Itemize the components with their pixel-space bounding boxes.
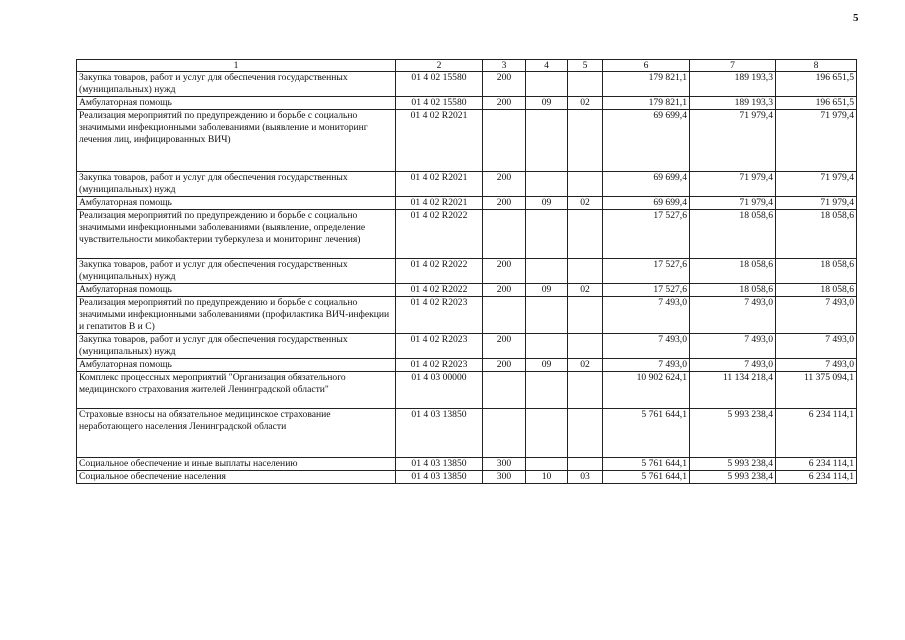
amount-year1-cell: 69 699,4 xyxy=(603,172,690,197)
table-row xyxy=(77,359,857,372)
page-number: 5 xyxy=(853,12,859,24)
expense-name-cell: Социальное обеспечение населения xyxy=(77,471,396,484)
amount-year1-cell: 7 493,0 xyxy=(603,359,690,372)
table-body xyxy=(77,60,857,484)
amount-year3-cell: 18 058,6 xyxy=(776,284,857,297)
amount-year2-cell: 71 979,4 xyxy=(690,172,776,197)
column-number-row xyxy=(77,60,857,72)
amount-year2-cell: 18 058,6 xyxy=(690,210,776,259)
column-header: 6 xyxy=(603,60,690,72)
amount-year2-cell: 18 058,6 xyxy=(690,259,776,284)
target-article-code-cell: 01 4 02 R2023 xyxy=(396,359,483,372)
amount-year1-cell: 7 493,0 xyxy=(603,334,690,359)
expense-name-cell: Закупка товаров, работ и услуг для обеспечения государственных (муниципальных) нужд xyxy=(77,259,396,284)
expense-name-cell: Комплекс процессных мероприятий "Организация обязательного медицинского страхования жителей Ленинградской области" xyxy=(77,372,396,409)
subsection-cell: 02 xyxy=(568,197,603,210)
table-row xyxy=(77,409,857,458)
amount-year3-cell: 6 234 114,1 xyxy=(776,409,857,458)
amount-year1-cell: 179 821,1 xyxy=(603,72,690,97)
subsection-cell xyxy=(568,334,603,359)
expense-name-cell: Закупка товаров, работ и услуг для обеспечения государственных (муниципальных) нужд xyxy=(77,172,396,197)
section-cell: 10 xyxy=(526,471,568,484)
expense-type-cell xyxy=(483,409,526,458)
section-cell: 09 xyxy=(526,97,568,110)
section-cell xyxy=(526,172,568,197)
amount-year3-cell: 11 375 094,1 xyxy=(776,372,857,409)
amount-year3-cell: 6 234 114,1 xyxy=(776,458,857,471)
amount-year3-cell: 71 979,4 xyxy=(776,172,857,197)
expense-type-cell: 200 xyxy=(483,197,526,210)
subsection-cell: 02 xyxy=(568,284,603,297)
expense-name-cell: Реализация мероприятий по предупреждению и борьбе с социально значимыми инфекционными заболеваниями (выявление, определение чувствительности микобактерии туберкулеза и мониторинг лечения) xyxy=(77,210,396,259)
amount-year2-cell: 71 979,4 xyxy=(690,197,776,210)
table-row xyxy=(77,210,857,259)
amount-year3-cell: 196 651,5 xyxy=(776,97,857,110)
expense-name-cell: Закупка товаров, работ и услуг для обеспечения государственных (муниципальных) нужд xyxy=(77,72,396,97)
subsection-cell xyxy=(568,297,603,334)
amount-year2-cell: 71 979,4 xyxy=(690,110,776,172)
expense-type-cell xyxy=(483,110,526,172)
table-row xyxy=(77,97,857,110)
amount-year1-cell: 7 493,0 xyxy=(603,297,690,334)
subsection-cell xyxy=(568,259,603,284)
table-row xyxy=(77,259,857,284)
column-header: 8 xyxy=(776,60,857,72)
expense-type-cell: 200 xyxy=(483,334,526,359)
subsection-cell xyxy=(568,409,603,458)
subsection-cell xyxy=(568,172,603,197)
subsection-cell xyxy=(568,110,603,172)
section-cell xyxy=(526,409,568,458)
amount-year2-cell: 11 134 218,4 xyxy=(690,372,776,409)
section-cell xyxy=(526,72,568,97)
amount-year3-cell: 7 493,0 xyxy=(776,297,857,334)
column-header: 2 xyxy=(396,60,483,72)
target-article-code-cell: 01 4 02 R2021 xyxy=(396,197,483,210)
subsection-cell: 03 xyxy=(568,471,603,484)
target-article-code-cell: 01 4 02 R2022 xyxy=(396,259,483,284)
section-cell: 09 xyxy=(526,359,568,372)
table-row xyxy=(77,471,857,484)
expense-type-cell: 200 xyxy=(483,359,526,372)
table-row xyxy=(77,458,857,471)
amount-year3-cell: 196 651,5 xyxy=(776,72,857,97)
amount-year1-cell: 17 527,6 xyxy=(603,210,690,259)
subsection-cell xyxy=(568,458,603,471)
table-row xyxy=(77,172,857,197)
expense-name-cell: Амбулаторная помощь xyxy=(77,97,396,110)
target-article-code-cell: 01 4 02 R2021 xyxy=(396,110,483,172)
budget-table xyxy=(76,59,857,484)
amount-year2-cell: 7 493,0 xyxy=(690,334,776,359)
table-row xyxy=(77,72,857,97)
amount-year2-cell: 18 058,6 xyxy=(690,284,776,297)
amount-year3-cell: 71 979,4 xyxy=(776,110,857,172)
expense-type-cell: 200 xyxy=(483,259,526,284)
target-article-code-cell: 01 4 02 R2023 xyxy=(396,334,483,359)
target-article-code-cell: 01 4 03 13850 xyxy=(396,458,483,471)
column-header: 3 xyxy=(483,60,526,72)
target-article-code-cell: 01 4 03 13850 xyxy=(396,409,483,458)
amount-year1-cell: 10 902 624,1 xyxy=(603,372,690,409)
amount-year2-cell: 189 193,3 xyxy=(690,97,776,110)
section-cell xyxy=(526,259,568,284)
table-row xyxy=(77,334,857,359)
amount-year1-cell: 69 699,4 xyxy=(603,110,690,172)
section-cell: 09 xyxy=(526,284,568,297)
subsection-cell xyxy=(568,372,603,409)
amount-year2-cell: 7 493,0 xyxy=(690,297,776,334)
target-article-code-cell: 01 4 03 13850 xyxy=(396,471,483,484)
target-article-code-cell: 01 4 02 15580 xyxy=(396,97,483,110)
expense-type-cell: 200 xyxy=(483,284,526,297)
amount-year3-cell: 7 493,0 xyxy=(776,359,857,372)
target-article-code-cell: 01 4 03 00000 xyxy=(396,372,483,409)
section-cell xyxy=(526,458,568,471)
expense-name-cell: Амбулаторная помощь xyxy=(77,284,396,297)
target-article-code-cell: 01 4 02 R2021 xyxy=(396,172,483,197)
target-article-code-cell: 01 4 02 15580 xyxy=(396,72,483,97)
expense-name-cell: Страховые взносы на обязательное медицинское страхование неработающего населения Ленинградской области xyxy=(77,409,396,458)
section-cell xyxy=(526,372,568,409)
amount-year3-cell: 71 979,4 xyxy=(776,197,857,210)
expense-name-cell: Социальное обеспечение и иные выплаты населению xyxy=(77,458,396,471)
table-row xyxy=(77,372,857,409)
subsection-cell xyxy=(568,72,603,97)
expense-name-cell: Реализация мероприятий по предупреждению и борьбе с социально значимыми инфекционными заболеваниями (профилактика ВИЧ-инфекции и гепатитов В и С) xyxy=(77,297,396,334)
expense-name-cell: Амбулаторная помощь xyxy=(77,197,396,210)
expense-name-cell: Закупка товаров, работ и услуг для обеспечения государственных (муниципальных) нужд xyxy=(77,334,396,359)
amount-year3-cell: 18 058,6 xyxy=(776,210,857,259)
section-cell xyxy=(526,210,568,259)
expense-type-cell: 200 xyxy=(483,97,526,110)
amount-year2-cell: 7 493,0 xyxy=(690,359,776,372)
amount-year1-cell: 17 527,6 xyxy=(603,284,690,297)
expense-type-cell: 200 xyxy=(483,172,526,197)
subsection-cell xyxy=(568,210,603,259)
expense-type-cell: 300 xyxy=(483,458,526,471)
expense-type-cell: 200 xyxy=(483,72,526,97)
subsection-cell: 02 xyxy=(568,97,603,110)
column-header: 5 xyxy=(568,60,603,72)
amount-year2-cell: 189 193,3 xyxy=(690,72,776,97)
amount-year3-cell: 6 234 114,1 xyxy=(776,471,857,484)
column-header: 4 xyxy=(526,60,568,72)
amount-year3-cell: 7 493,0 xyxy=(776,334,857,359)
target-article-code-cell: 01 4 02 R2022 xyxy=(396,210,483,259)
target-article-code-cell: 01 4 02 R2023 xyxy=(396,297,483,334)
column-header: 7 xyxy=(690,60,776,72)
section-cell xyxy=(526,334,568,359)
expense-name-cell: Амбулаторная помощь xyxy=(77,359,396,372)
amount-year2-cell: 5 993 238,4 xyxy=(690,458,776,471)
section-cell xyxy=(526,110,568,172)
section-cell xyxy=(526,297,568,334)
amount-year1-cell: 5 761 644,1 xyxy=(603,409,690,458)
amount-year2-cell: 5 993 238,4 xyxy=(690,409,776,458)
amount-year1-cell: 69 699,4 xyxy=(603,197,690,210)
table-row xyxy=(77,297,857,334)
amount-year3-cell: 18 058,6 xyxy=(776,259,857,284)
expense-type-cell xyxy=(483,372,526,409)
expense-type-cell: 300 xyxy=(483,471,526,484)
column-header: 1 xyxy=(77,60,396,72)
subsection-cell: 02 xyxy=(568,359,603,372)
amount-year1-cell: 17 527,6 xyxy=(603,259,690,284)
table-row xyxy=(77,197,857,210)
amount-year1-cell: 5 761 644,1 xyxy=(603,458,690,471)
expense-type-cell xyxy=(483,210,526,259)
target-article-code-cell: 01 4 02 R2022 xyxy=(396,284,483,297)
amount-year1-cell: 179 821,1 xyxy=(603,97,690,110)
expense-name-cell: Реализация мероприятий по предупреждению и борьбе с социально значимыми инфекционными заболеваниями (выявление и мониторинг лечения лиц, инфицированных ВИЧ) xyxy=(77,110,396,172)
amount-year1-cell: 5 761 644,1 xyxy=(603,471,690,484)
amount-year2-cell: 5 993 238,4 xyxy=(690,471,776,484)
section-cell: 09 xyxy=(526,197,568,210)
expense-type-cell xyxy=(483,297,526,334)
table-row xyxy=(77,284,857,297)
table-row xyxy=(77,110,857,172)
